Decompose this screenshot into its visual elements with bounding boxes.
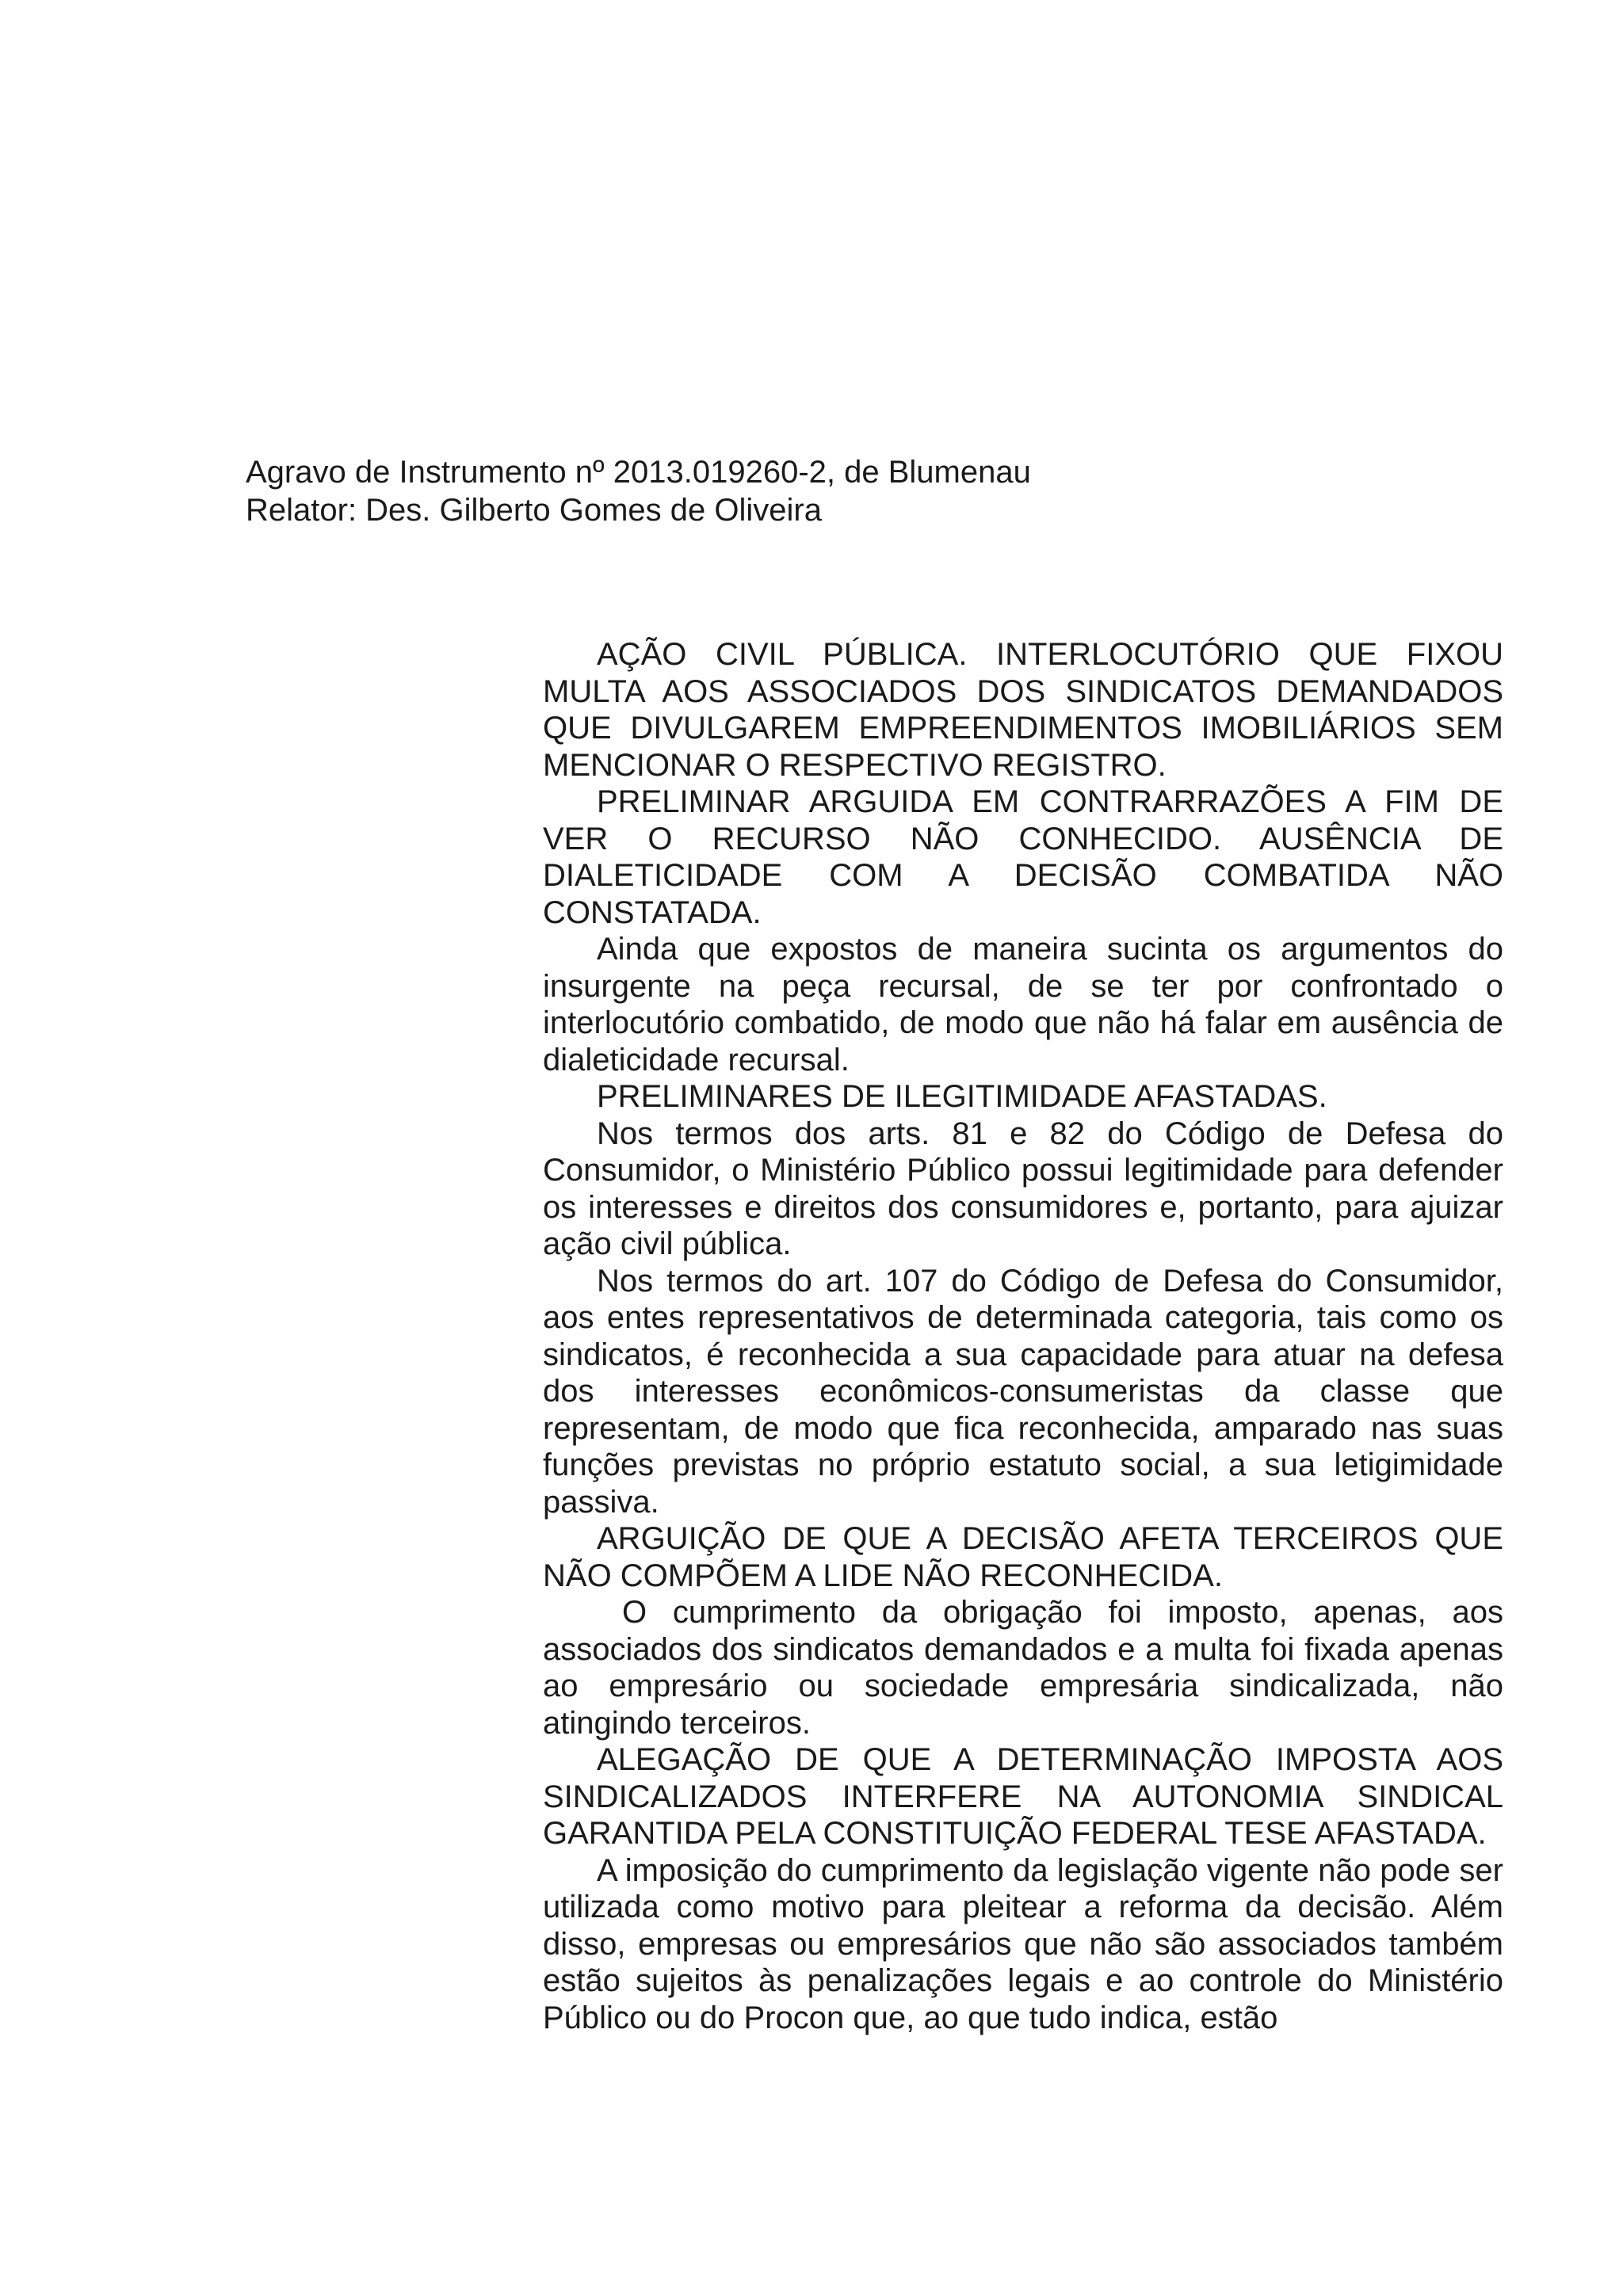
- case-number-line: Agravo de Instrumento nº 2013.019260-2, de Blumenau: [246, 455, 1031, 490]
- ementa-paragraph-5: Nos termos dos arts. 81 e 82 do Código de Defesa do Consumidor, o Ministério Público possui legitimidade para defender os interesses e direitos dos consumidores e, portanto, para ajuizar ação civil pública.: [543, 1116, 1503, 1261]
- ementa-paragraph-2: PRELIMINAR ARGUIDA EM CONTRARRAZÕES A FIM DE VER O RECURSO NÃO CONHECIDO. AUSÊNCIA DE DIALETICIDADE COM A DECISÃO COMBATIDA NÃO CONSTATADA.: [543, 784, 1503, 930]
- ementa-paragraph-3: Ainda que expostos de maneira sucinta os argumentos do insurgente na peça recursal, de se ter por confrontado o interlocutório combatido, de modo que não há falar em ausência de dialeticidade recursal.: [543, 932, 1503, 1077]
- ementa-paragraph-10: A imposição do cumprimento da legislação vigente não pode ser utilizada como motivo para pleitear a reforma da decisão. Além disso, empresas ou empresários que não são associados também estão sujeitos às penalizações legais e ao controle do Ministério Público ou do Procon que, ao que tudo indica, estão: [543, 1852, 1503, 2035]
- ementa-paragraph-4: PRELIMINARES DE ILEGITIMIDADE AFASTADAS.: [597, 1079, 1327, 1114]
- ementa-paragraph-8: O cumprimento da obrigação foi imposto, apenas, aos associados dos sindicatos demandados e a multa foi fixada apenas ao empresário ou sociedade empresária sindicalizada, não atingindo terceiros.: [543, 1595, 1503, 1741]
- ementa-paragraph-7: ARGUIÇÃO DE QUE A DECISÃO AFETA TERCEIROS QUE NÃO COMPÕEM A LIDE NÃO RECONHECIDA.: [543, 1521, 1503, 1593]
- case-header: [246, 453, 1031, 529]
- rapporteur-line: Relator: Des. Gilberto Gomes de Oliveira: [246, 493, 822, 528]
- ementa-block: [543, 636, 1503, 2036]
- ementa-paragraph-6: Nos termos do art. 107 do Código de Defesa do Consumidor, aos entes representativos de determinada categoria, tais como os sindicatos, é reconhecida a sua capacidade para atuar na defesa dos interesses econômicos-consumeristas da classe que representam, de modo que fica reconhecida, amparado nas suas funções previstas no próprio estatuto social, a sua letigimidade passiva.: [543, 1263, 1503, 1520]
- ementa-paragraph-1: AÇÃO CIVIL PÚBLICA. INTERLOCUTÓRIO QUE FIXOU MULTA AOS ASSOCIADOS DOS SINDICATOS DEMANDADOS QUE DIVULGAREM EMPREENDIMENTOS IMOBILIÁRIOS SEM MENCIONAR O RESPECTIVO REGISTRO.: [543, 637, 1503, 783]
- ementa-paragraph-9: ALEGAÇÃO DE QUE A DETERMINAÇÃO IMPOSTA AOS SINDICALIZADOS INTERFERE NA AUTONOMIA SINDICAL GARANTIDA PELA CONSTITUIÇÃO FEDERAL TESE AFASTADA.: [543, 1742, 1503, 1851]
